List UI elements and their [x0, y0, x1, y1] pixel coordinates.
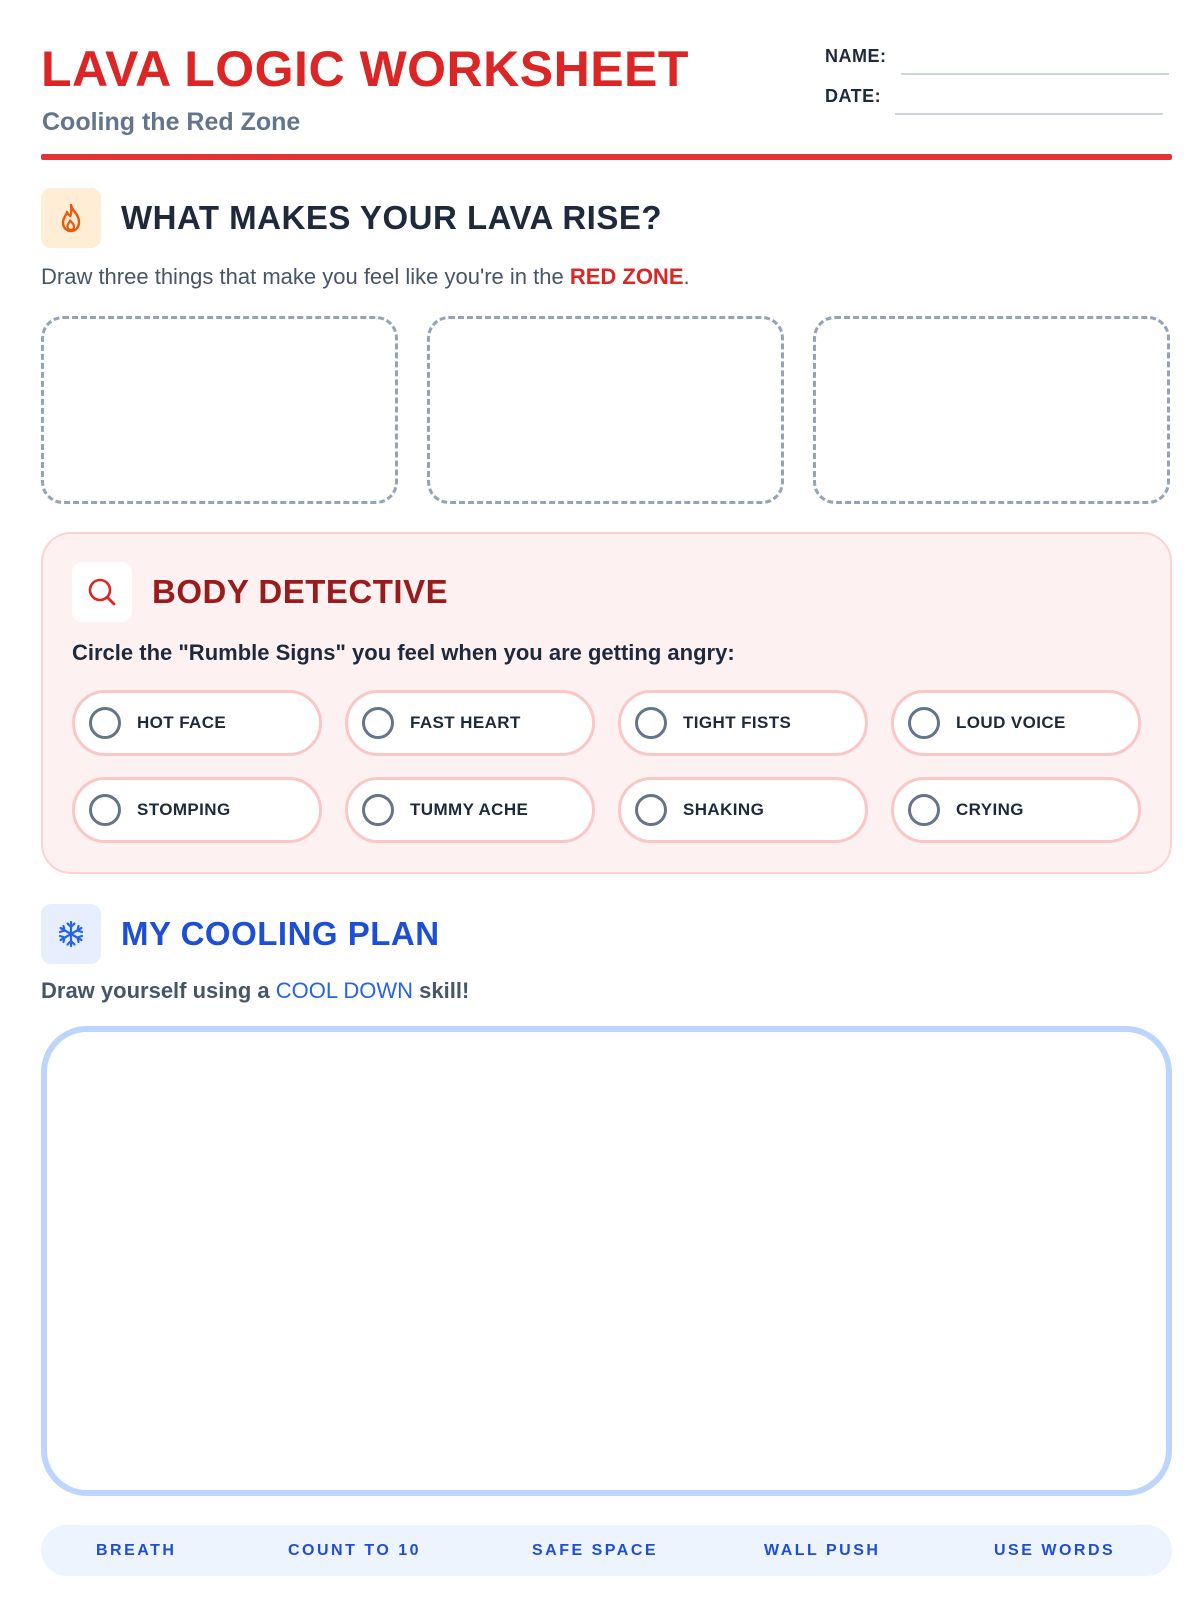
option-label: HOT FACE: [137, 713, 227, 732]
skill-label: COUNT TO 10: [288, 1542, 421, 1559]
rumble-sign-option[interactable]: [345, 777, 595, 843]
name-line[interactable]: [901, 73, 1169, 75]
circle-checkbox-icon[interactable]: [89, 707, 121, 739]
page-title: LAVA LOGIC WORKSHEET: [41, 41, 689, 97]
drawing-box-2[interactable]: [427, 316, 784, 504]
date-field[interactable]: [825, 86, 1163, 107]
instruction-text: Draw yourself using a: [41, 978, 276, 1003]
option-label: TUMMY ACHE: [410, 800, 529, 819]
skill-label: USE WORDS: [994, 1542, 1116, 1559]
section-title: MY COOLING PLAN: [121, 915, 440, 952]
circle-checkbox-icon[interactable]: [362, 707, 394, 739]
drawing-box-1[interactable]: [41, 316, 398, 504]
rumble-sign-option[interactable]: [72, 690, 322, 756]
section-instructions: [41, 264, 690, 290]
skill-label: SAFE SPACE: [532, 1542, 659, 1559]
section-cooling-plan-heading: [41, 904, 440, 964]
search-icon: [72, 562, 132, 622]
rumble-sign-option[interactable]: [345, 690, 595, 756]
option-label: TIGHT FISTS: [683, 713, 792, 732]
rumble-sign-option[interactable]: [891, 690, 1141, 756]
cool-down-skills-bar: [41, 1525, 1172, 1576]
cool-down-highlight: COOL DOWN: [275, 978, 414, 1003]
circle-checkbox-icon[interactable]: [362, 794, 394, 826]
circle-checkbox-icon[interactable]: [908, 707, 940, 739]
option-label: FAST HEART: [410, 713, 521, 732]
instruction-text-end: skill!: [413, 978, 470, 1003]
skill-label: BREATH: [96, 1542, 177, 1559]
name-field[interactable]: [825, 46, 1169, 67]
rumble-sign-option[interactable]: [72, 777, 322, 843]
cooling-plan-drawing-area[interactable]: [41, 1026, 1172, 1496]
rumble-sign-option[interactable]: [618, 777, 868, 843]
section-title: BODY DETECTIVE: [152, 573, 449, 610]
circle-checkbox-icon[interactable]: [635, 794, 667, 826]
worksheet-header: [41, 40, 1172, 160]
circle-checkbox-icon[interactable]: [908, 794, 940, 826]
option-label: CRYING: [956, 800, 1024, 819]
page-subtitle: Cooling the Red Zone: [42, 108, 301, 136]
section-body-detective-heading: [72, 562, 448, 622]
option-label: STOMPING: [137, 800, 231, 819]
section-lava-rise-heading: [41, 188, 662, 248]
date-label: DATE:: [825, 86, 882, 106]
section-instructions: [41, 978, 469, 1004]
option-label: LOUD VOICE: [956, 713, 1066, 732]
body-detective-panel: [41, 532, 1172, 874]
rumble-sign-option[interactable]: [891, 777, 1141, 843]
section-instructions: Circle the "Rumble Signs" you feel when you are getting angry:: [72, 640, 735, 665]
circle-checkbox-icon[interactable]: [635, 707, 667, 739]
instruction-text-end: .: [683, 264, 690, 289]
drawing-box-3[interactable]: [813, 316, 1170, 504]
section-title: WHAT MAKES YOUR LAVA RISE?: [121, 199, 662, 236]
instruction-text: Draw three things that make you feel like you're in the: [41, 264, 570, 289]
circle-checkbox-icon[interactable]: [89, 794, 121, 826]
name-label: NAME:: [825, 46, 887, 66]
skill-label: WALL PUSH: [764, 1542, 881, 1559]
rumble-signs-grid: [72, 690, 1141, 843]
flame-icon: [41, 188, 101, 248]
option-label: SHAKING: [683, 800, 765, 819]
snowflake-icon: [41, 904, 101, 964]
header-divider: [41, 154, 1172, 160]
date-line[interactable]: [895, 113, 1163, 115]
red-zone-highlight: RED ZONE: [569, 264, 684, 289]
rumble-sign-option[interactable]: [618, 690, 868, 756]
